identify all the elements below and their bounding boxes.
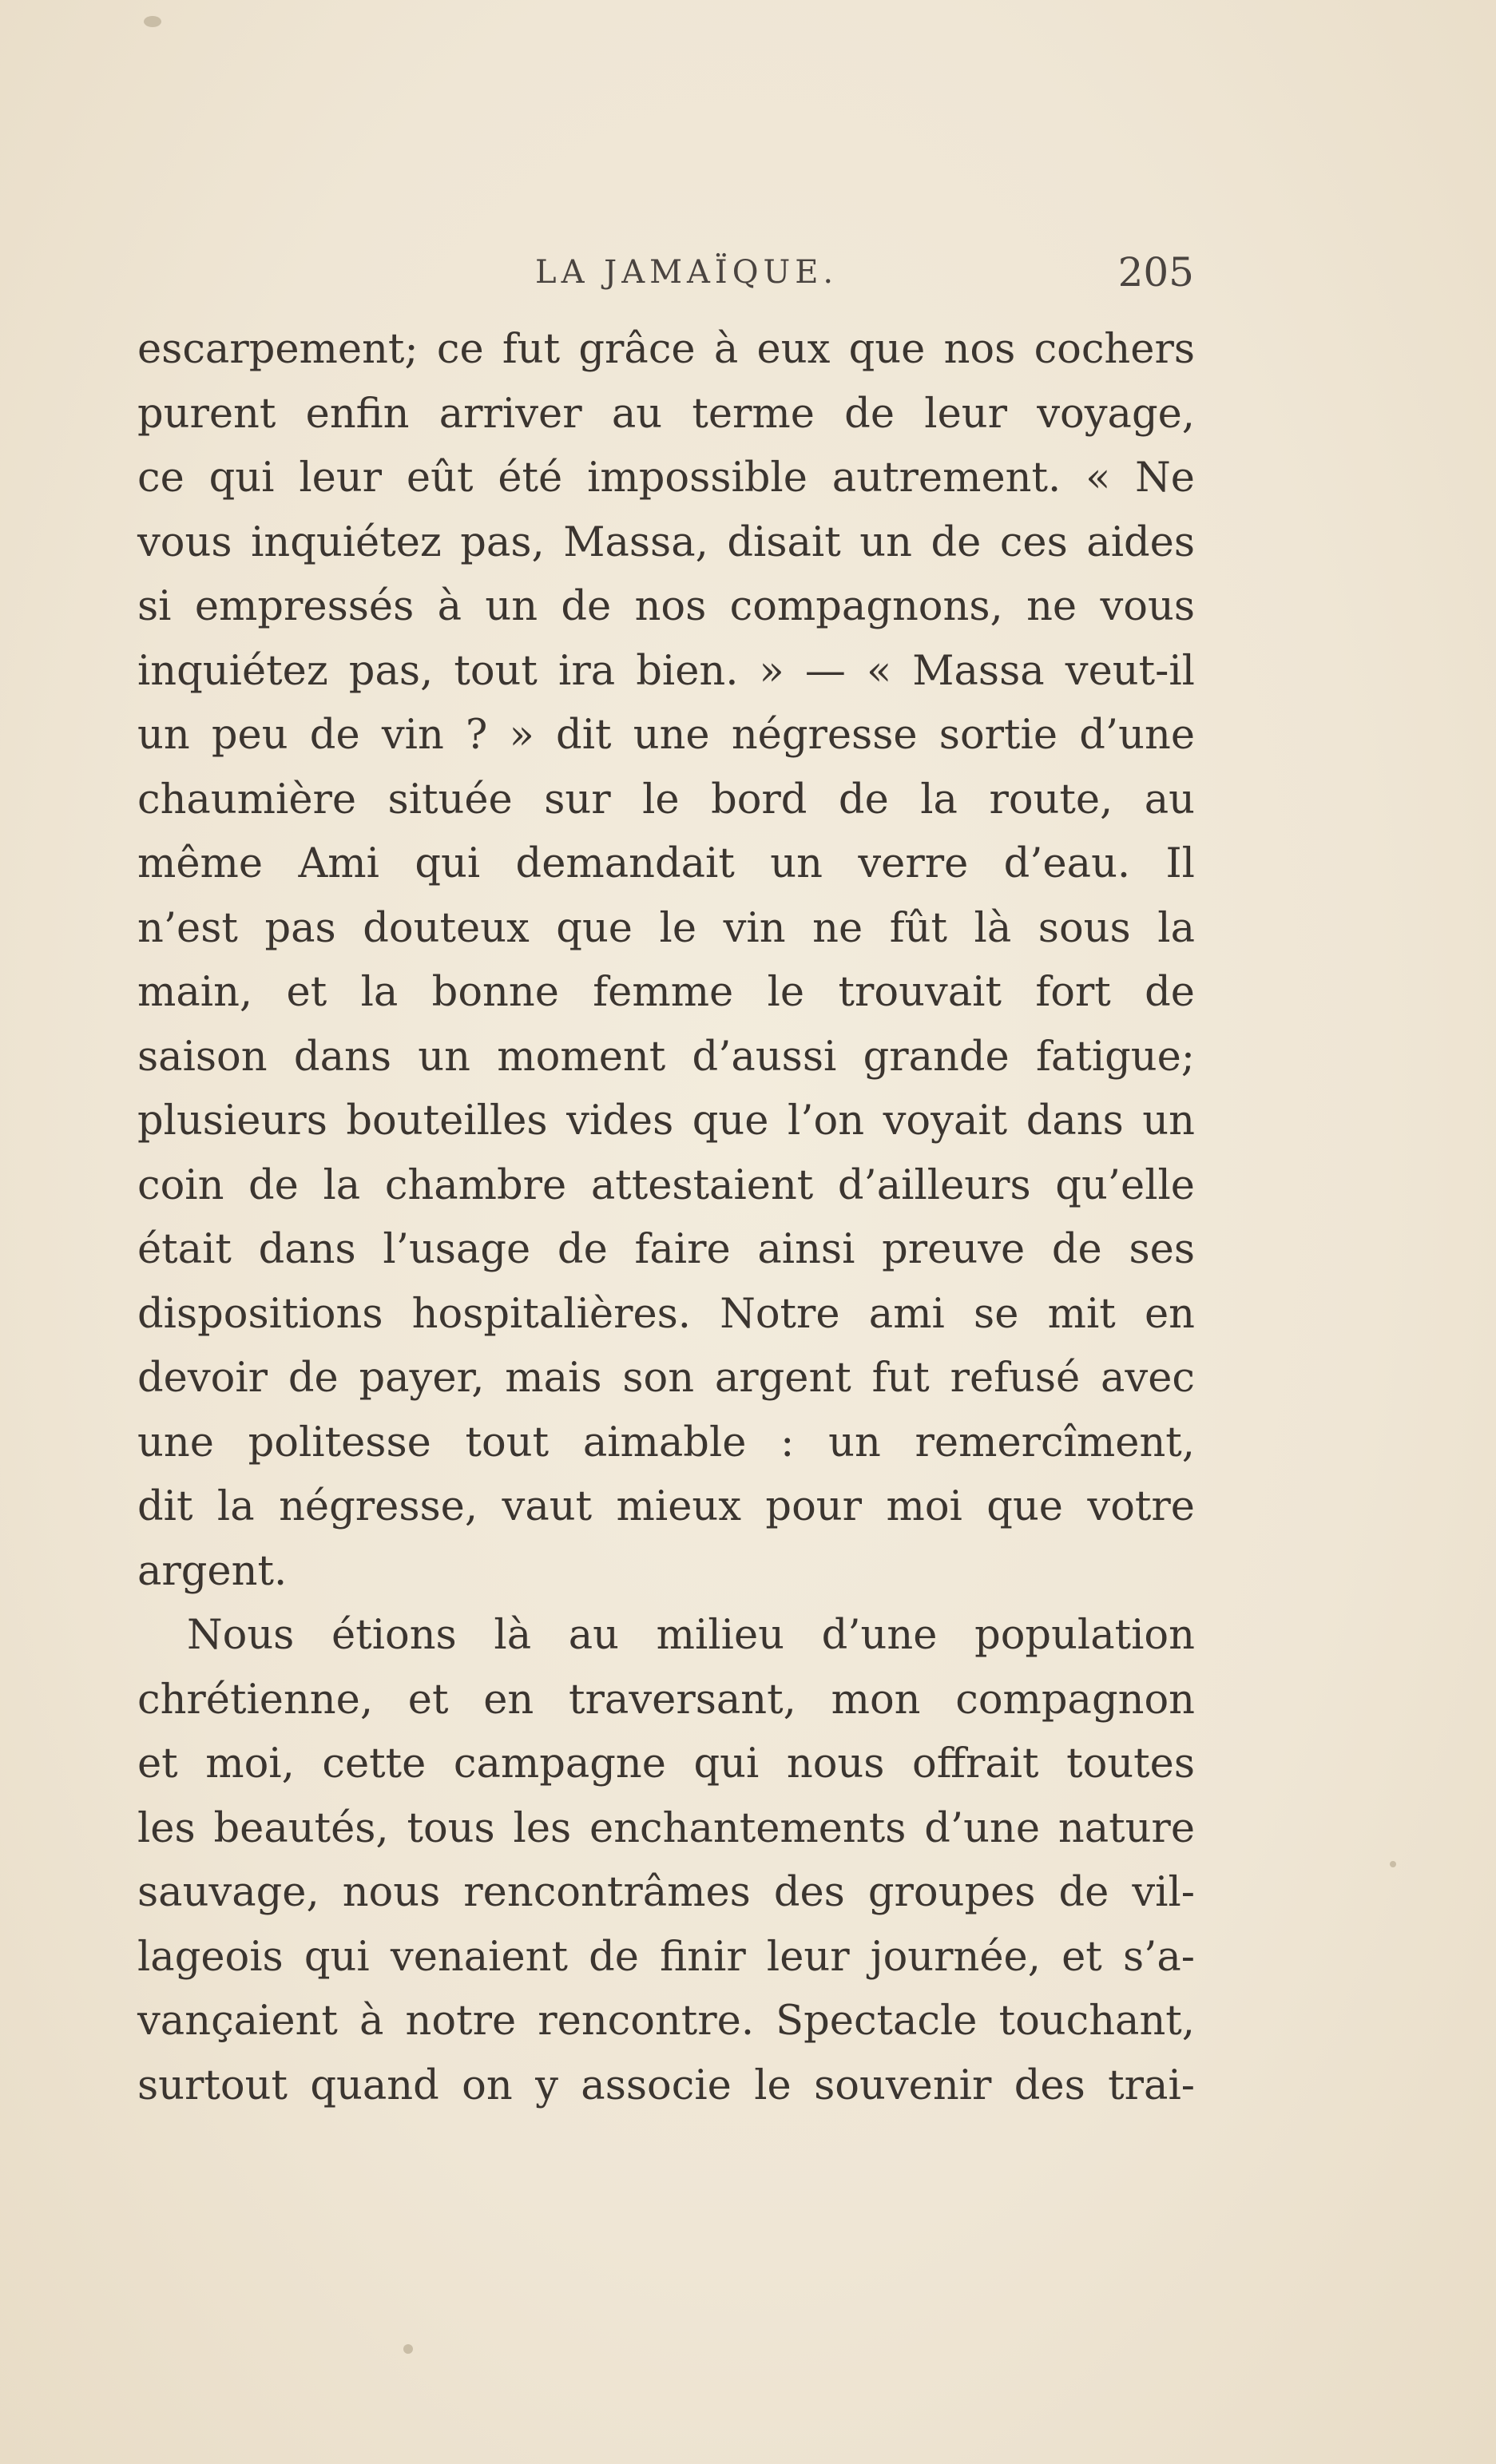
- text-line: purent enfin arriver au terme de leur voyage,: [137, 390, 1195, 438]
- paragraph-end-line: argent.: [137, 1547, 288, 1595]
- text-line: chaumière située sur le bord de la route, au: [137, 776, 1195, 823]
- text-line: les beautés, tous les enchantements d’une nature: [137, 1804, 1195, 1852]
- paper-speck: [1390, 1861, 1396, 1867]
- running-header: [136, 249, 1194, 302]
- body-text: [137, 318, 1195, 2118]
- text-line: vous inquiétez pas, Massa, disait un de ces aides: [137, 518, 1195, 566]
- text-line: plusieurs bouteilles vides que l’on voyait dans un: [137, 1097, 1195, 1145]
- text-line: une politesse tout aimable : un remercîment,: [137, 1418, 1195, 1466]
- text-line: main, et la bonne femme le trouvait fort de: [137, 969, 1195, 1016]
- paper-speck: [403, 2344, 413, 2354]
- text-line: dit la négresse, vaut mieux pour moi que votre: [137, 1483, 1195, 1530]
- text-line: inquiétez pas, tout ira bien. » — « Massa veut-il: [137, 647, 1195, 695]
- text-line: devoir de payer, mais son argent fut refusé avec: [137, 1355, 1195, 1402]
- running-title: LA JAMAÏQUE.: [535, 254, 839, 291]
- text-line: escarpement; ce fut grâce à eux que nos cochers: [137, 326, 1195, 373]
- paper-speck: [144, 16, 161, 27]
- text-line: et moi, cette campagne qui nous offrait toutes: [137, 1740, 1195, 1787]
- text-line: saison dans un moment d’aussi grande fatigue;: [137, 1033, 1195, 1081]
- text-line: coin de la chambre attestaient d’ailleurs qu’elle: [137, 1161, 1195, 1209]
- text-line: chrétienne, et en traversant, mon compagnon: [137, 1676, 1195, 1724]
- text-line: un peu de vin ? » dit une négresse sortie d’une: [137, 712, 1195, 759]
- page-number: 205: [1117, 249, 1194, 296]
- text-line: si empressés à un de nos compagnons, ne vous: [137, 583, 1195, 630]
- text-line: vançaient à notre rencontre. Spectacle touchant,: [137, 1998, 1195, 2045]
- text-line: dispositions hospitalières. Notre ami se mit en: [137, 1290, 1195, 1338]
- paragraph-start-line: Nous étions là au milieu d’une population: [187, 1612, 1195, 1659]
- text-line: même Ami qui demandait un verre d’eau. Il: [137, 840, 1195, 887]
- text-line: surtout quand on y associe le souvenir des trai-: [137, 2061, 1195, 2109]
- text-line: était dans l’usage de faire ainsi preuve de ses: [137, 1226, 1195, 1273]
- text-line: n’est pas douteux que le vin ne fût là sous la: [137, 904, 1195, 952]
- text-line: lageois qui venaient de finir leur journée, et s’a-: [137, 1933, 1195, 1981]
- text-line: sauvage, nous rencontrâmes des groupes de vil-: [137, 1869, 1195, 1916]
- text-line: ce qui leur eût été impossible autrement. « Ne: [137, 454, 1195, 502]
